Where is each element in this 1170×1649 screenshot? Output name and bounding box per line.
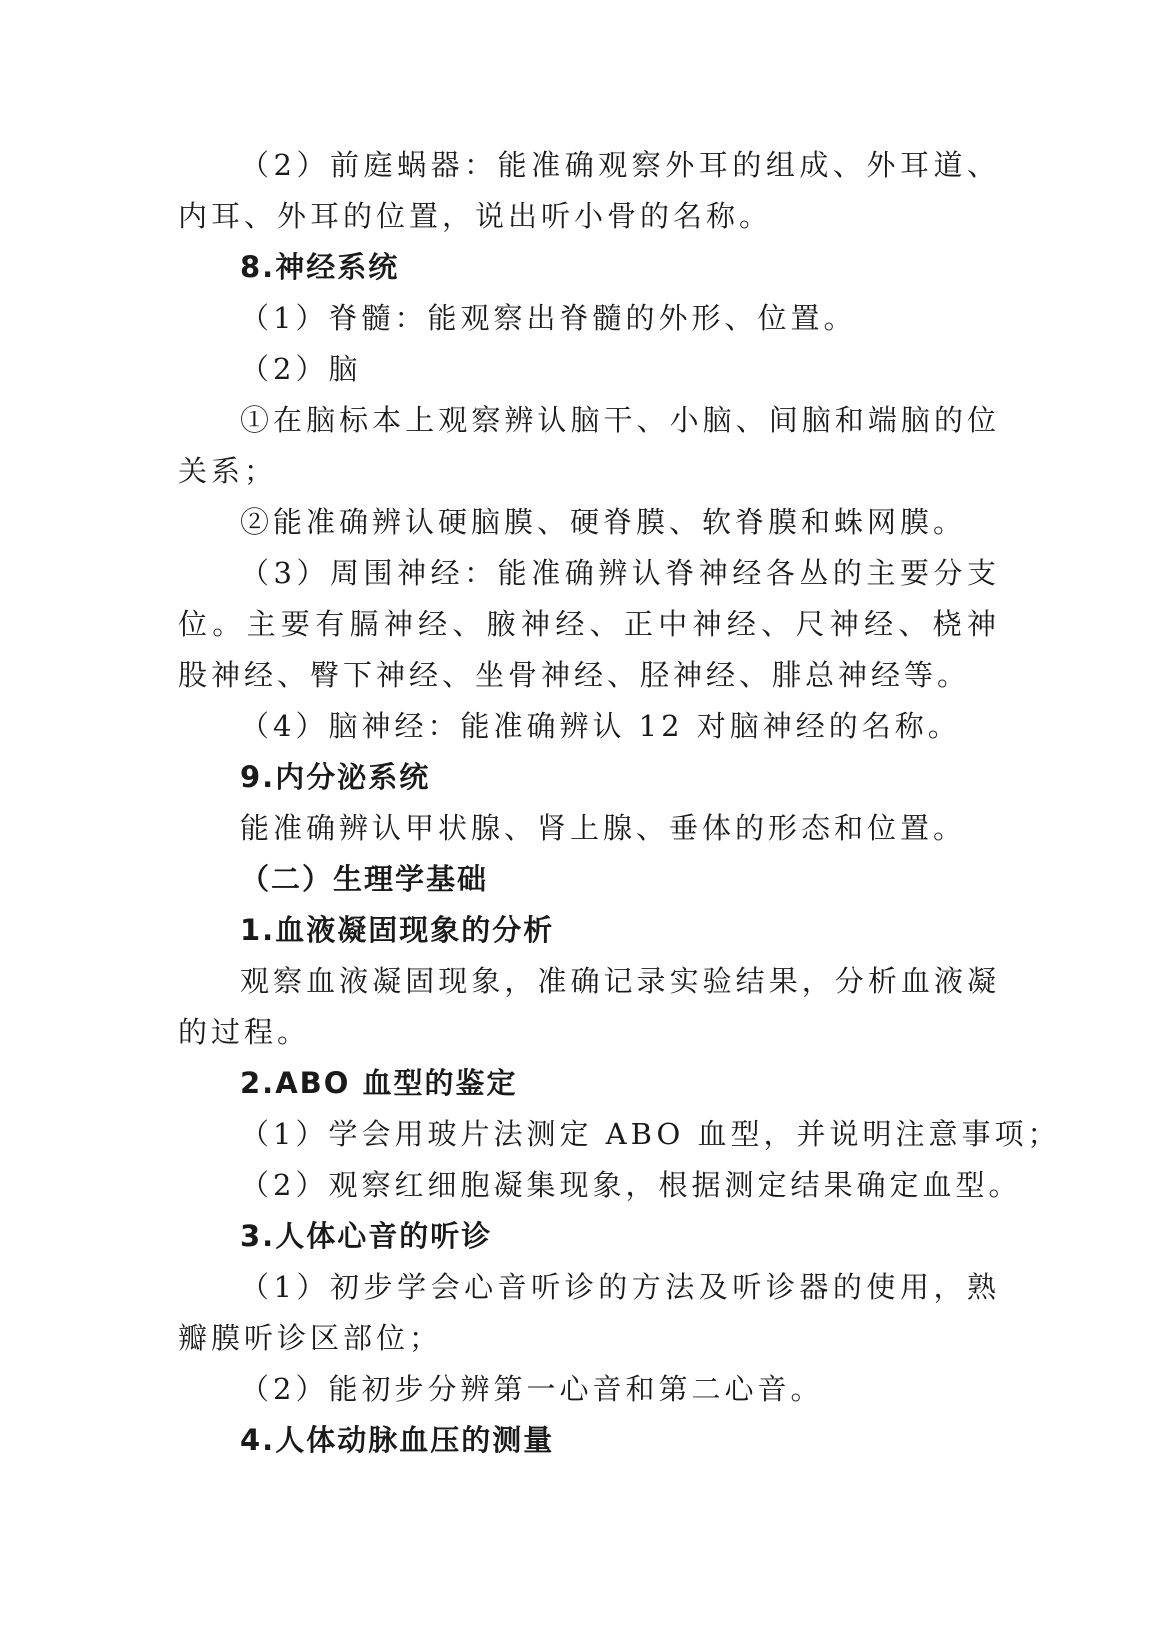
paragraph-line: （1）学会用玻片法测定 ABO 血型，并说明注意事项； xyxy=(240,1117,1061,1151)
section-heading: 1.血液凝固现象的分析 xyxy=(240,913,555,947)
paragraph-line: （2）能初步分辨第一心音和第二心音。 xyxy=(240,1372,824,1406)
paragraph-line: （2）前庭蜗器：能准确观察外耳的组成、外耳道、 xyxy=(240,148,1000,182)
section-heading: 4.人体动脉血压的测量 xyxy=(240,1423,555,1457)
paragraph-line: 能准确辨认甲状腺、肾上腺、垂体的形态和位置。 xyxy=(240,811,967,845)
paragraph-line: 瓣膜听诊区部位； xyxy=(178,1321,443,1355)
paragraph-line: 股神经、臀下神经、坐骨神经、胫神经、腓总神经等。 xyxy=(178,658,971,692)
paragraph-line: ①在脑标本上观察辨认脑干、小脑、间脑和端脑的位 xyxy=(240,403,1000,437)
paragraph-line: 观察血液凝固现象，准确记录实验结果，分析血液凝 xyxy=(240,964,1000,998)
section-heading: 9.内分泌系统 xyxy=(240,760,431,794)
chapter-heading: （二）生理学基础 xyxy=(240,862,489,896)
paragraph-line: 的过程。 xyxy=(178,1015,311,1049)
paragraph-line: ②能准确辨认硬脑膜、硬脊膜、软脊膜和蛛网膜。 xyxy=(240,505,967,539)
section-heading: 2.ABO 血型的鉴定 xyxy=(240,1066,518,1100)
paragraph-line: （4）脑神经：能准确辨认 12 对脑神经的名称。 xyxy=(240,709,961,743)
paragraph-line: （1）初步学会心音听诊的方法及听诊器的使用，熟 xyxy=(240,1270,1000,1304)
paragraph-line: （3）周围神经：能准确辨认脊神经各丛的主要分支 xyxy=(240,556,1000,590)
paragraph-line: 位。主要有膈神经、腋神经、正中神经、尺神经、桡神 xyxy=(178,607,1000,641)
paragraph-line: 关系； xyxy=(178,454,278,488)
paragraph-line: （2）脑 xyxy=(240,352,362,386)
document-body xyxy=(178,140,1061,1466)
paragraph-line: 内耳、外耳的位置，说出听小骨的名称。 xyxy=(178,199,773,233)
section-heading: 3.人体心音的听诊 xyxy=(240,1219,493,1253)
paragraph-line: （2）观察红细胞凝集现象，根据测定结果确定血型。 xyxy=(240,1168,1022,1202)
paragraph-line: （1）脊髓：能观察出脊髓的外形、位置。 xyxy=(240,301,857,335)
section-heading: 8.神经系统 xyxy=(240,250,400,284)
